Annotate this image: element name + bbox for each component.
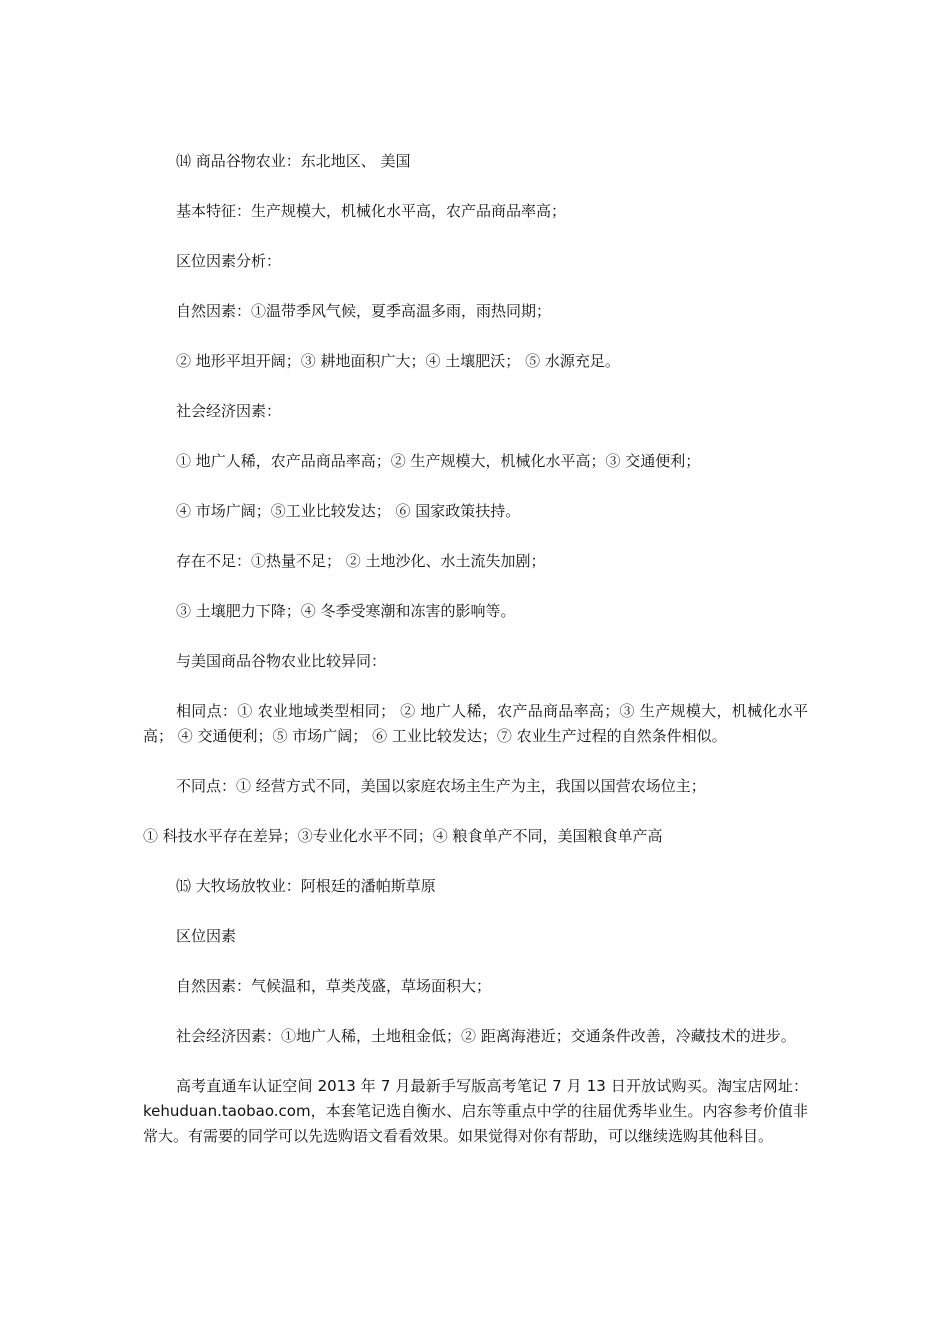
paragraph-comparison-heading: 与美国商品谷物农业比较异同： <box>176 652 387 670</box>
paragraph-socioeconomic-heading: 社会经济因素： <box>176 402 282 420</box>
section-heading-commercial-grain: ⒁ 商品谷物农业：东北地区、 美国 <box>176 152 411 170</box>
section-heading-ranching: ⒂ 大牧场放牧业：阿根廷的潘帕斯草原 <box>176 877 436 895</box>
paragraph-natural-factors-list: ② 地形平坦开阔；③ 耕地面积广大；④ 土壤肥沃； ⑤ 水源充足。 <box>176 352 620 370</box>
paragraph-ranching-natural: 自然因素：气候温和，草类茂盛，草场面积大； <box>176 977 492 995</box>
paragraph-differences: 不同点：① 经营方式不同，美国以家庭农场主生产为主，我国以国营农场位主； <box>176 777 706 795</box>
paragraph-socioeconomic-list-1: ① 地广人稀，农产品商品率高；② 生产规模大，机械化水平高；③ 交通便利； <box>176 452 701 470</box>
paragraph-natural-factors: 自然因素：①温带季风气候，夏季高温多雨，雨热同期； <box>176 302 552 320</box>
paragraph-shortcomings-list: ③ 土壤肥力下降；④ 冬季受寒潮和冻害的影响等。 <box>176 602 516 620</box>
paragraph-shortcomings: 存在不足：①热量不足； ② 土地沙化、水土流失加剧； <box>176 552 546 570</box>
paragraph-differences-list: ① 科技水平存在差异；③专业化水平不同；④ 粮食单产不同，美国粮食单产高 <box>143 827 663 845</box>
paragraph-socioeconomic-list-2: ④ 市场广阔；⑤工业比较发达； ⑥ 国家政策扶持。 <box>176 502 521 520</box>
paragraph-similarities: 相同点：① 农业地域类型相同； ② 地广人稀，农产品商品率高；③ 生产规模大，机械化水平高； ④ 交通便利；⑤ 市场广阔； ⑥ 工业比较发达；⑦ 农业生产过程的自然条件相似。 <box>143 702 808 745</box>
paragraph-location-factors: 区位因素 <box>176 927 237 945</box>
paragraph-location-analysis: 区位因素分析： <box>176 252 282 270</box>
document-body <box>143 149 808 1149</box>
paragraph-advertisement: 高考直通车认证空间 2013 年 7 月最新手写版高考笔记 7 月 13 日开放试购买。淘宝店网址：kehuduan.taobao.com，本套笔记选自衡水、启东等重点中学的往届优秀毕业生。内容参考价值非常大。有需要的同学可以先选购语文看看效果。如果觉得对你有帮助，可以继续选购其他科目。 <box>143 1077 808 1145</box>
paragraph-ranching-socioeconomic: 社会经济因素：①地广人稀，土地租金低；② 距离海港近；交通条件改善，冷藏技术的进步。 <box>176 1027 796 1045</box>
paragraph-basic-features: 基本特征：生产规模大，机械化水平高，农产品商品率高； <box>176 202 567 220</box>
